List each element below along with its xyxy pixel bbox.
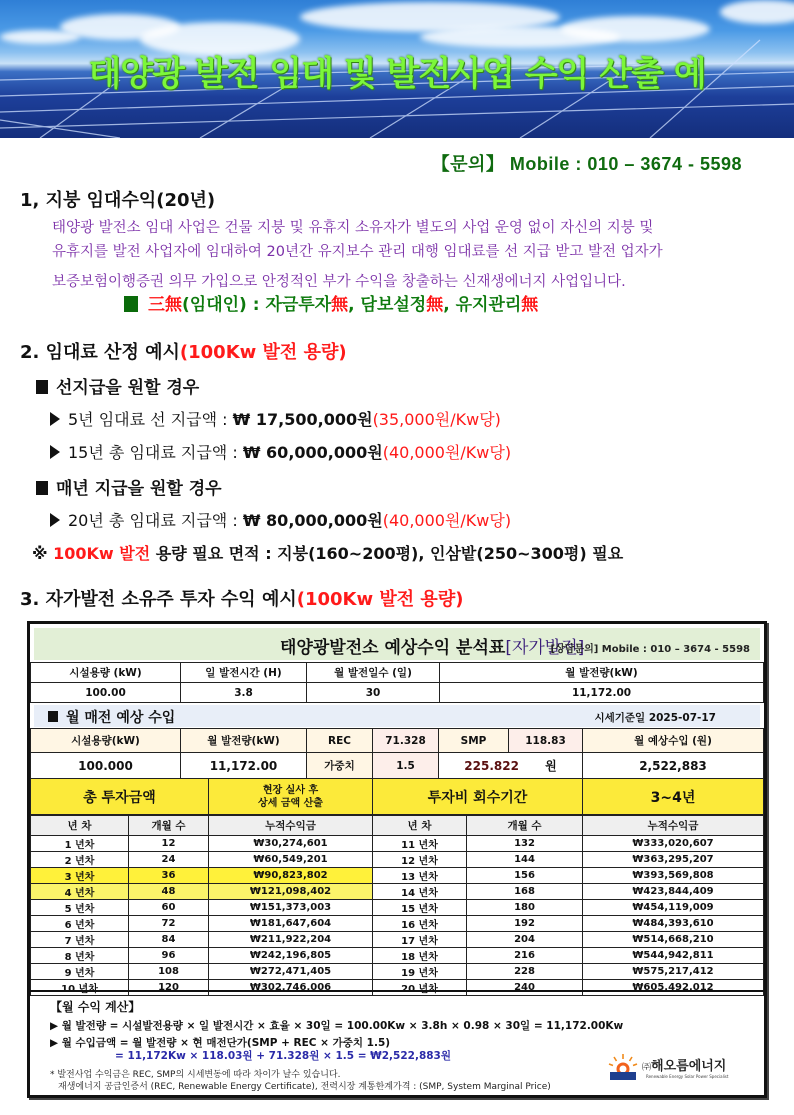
section1-heading: 1, 지붕 임대수익(20년): [20, 190, 216, 211]
section3-heading: [20, 585, 463, 611]
cumulative-cell: ₩302,746,006: [209, 980, 373, 996]
cumulative-cell: ₩484,393,610: [583, 916, 764, 932]
col-header: 년 차: [31, 816, 129, 836]
year-cell: 6 년차: [31, 916, 129, 932]
total-investment-label: 총 투자금액: [31, 779, 209, 815]
black-square-icon: [36, 481, 48, 495]
months-cell: 36: [129, 868, 209, 884]
payback-label: 투자비 회수기간: [373, 779, 583, 815]
sammu-label: (임대인) : 자금투자: [182, 295, 332, 315]
banner-title: 태양광 발전 임대 및 발전사업 수익 산출 예: [88, 54, 706, 94]
section3-heading-text: 3. 자가발전 소유주 투자 수익 예시: [20, 589, 297, 610]
cumulative-cell: ₩272,471,405: [209, 964, 373, 980]
group2-title-text: 매년 지급을 원할 경우: [56, 479, 222, 499]
months-cell: 144: [467, 852, 583, 868]
months-cell: 216: [467, 948, 583, 964]
sammu-item: , 유지관리: [443, 295, 522, 315]
table-row: [31, 916, 764, 932]
year-cell: 19 년차: [373, 964, 467, 980]
header-cell: 월 발전량(kW): [440, 663, 764, 683]
company-name-text: 해오름에너지: [651, 1059, 727, 1074]
value-cell: 30: [307, 683, 440, 703]
cumulative-cell: ₩544,942,811: [583, 948, 764, 964]
sheet-title-bracket: [자가발전]: [505, 638, 585, 658]
smp-label: SMP: [439, 729, 509, 753]
rent-amount: ₩ 60,000,000원: [242, 443, 383, 462]
months-cell: 108: [129, 964, 209, 980]
cumulative-cell: ₩423,844,409: [583, 884, 764, 900]
months-cell: 72: [129, 916, 209, 932]
value-cell: 11,172.00: [181, 753, 307, 779]
year-cell: 18 년차: [373, 948, 467, 964]
value-cell: 100.000: [31, 753, 181, 779]
sammu-prefix: 三無: [148, 295, 182, 315]
cumulative-cell: ₩181,647,604: [209, 916, 373, 932]
year-cell: 3 년차: [31, 868, 129, 884]
three-nothing-line: [124, 290, 538, 315]
section1-paragraph: [52, 216, 772, 294]
group1-title-text: 선지급을 원할 경우: [56, 378, 200, 398]
total-investment-line: 상세 금액 산출: [258, 797, 323, 809]
group1-title: [36, 373, 199, 398]
table-row: [31, 964, 764, 980]
year-cell: 4 년차: [31, 884, 129, 900]
monthly-income-value: 2,522,883: [583, 753, 764, 779]
rent-unit: (35,000원/Kw당): [372, 410, 501, 429]
header-cell: 시설용량(kW): [31, 729, 181, 753]
black-square-icon: [48, 711, 58, 722]
months-cell: 24: [129, 852, 209, 868]
cumulative-cell: ₩514,668,210: [583, 932, 764, 948]
payback-value: 3~4년: [583, 779, 764, 815]
months-cell: 84: [129, 932, 209, 948]
mu-char: 無: [331, 295, 349, 315]
paragraph-line: 태양광 발전소 임대 사업은 건물 지붕 및 유휴지 소유자가 별도의 사업 운영 없이 자신의 지붕 및: [52, 220, 654, 236]
calc-formula-generation: ▶ 월 발전량 = 시설발전용량 × 일 발전시간 × 효율 × 30일 = 100.00Kw × 3.8h × 0.98 × 30일 = 11,172.00Kw: [50, 1020, 624, 1032]
income-table: [30, 728, 764, 779]
investment-table: [30, 778, 764, 815]
triangle-bullet-icon: [50, 412, 60, 426]
year-cell: 15 년차: [373, 900, 467, 916]
rent-unit: (40,000원/Kw당): [382, 443, 512, 462]
table-row: [31, 868, 764, 884]
col-header: 개월 수: [129, 816, 209, 836]
header-cell: 월 발전량(kW): [181, 729, 307, 753]
section-label-text: 월 매전 예상 수입: [66, 710, 176, 726]
rent-amount: ₩ 80,000,000원: [242, 511, 383, 530]
months-cell: 132: [467, 836, 583, 852]
sammu-item: , 담보설정: [348, 295, 427, 315]
sheet-contact: [상담문의] Mobile : 010 – 3674 - 5598: [550, 644, 750, 655]
cumulative-cell: ₩575,217,412: [583, 964, 764, 980]
rec-label: REC: [307, 729, 373, 753]
year-cell: 7 년차: [31, 932, 129, 948]
rent-label: 15년 총 임대료 지급액 :: [68, 443, 243, 462]
months-cell: 240: [467, 980, 583, 996]
rent-amount: ₩ 17,500,000원: [232, 410, 373, 429]
company-tagline: Renewable Energy Solar Power Specialist: [646, 1074, 729, 1079]
banner-image: [0, 0, 794, 138]
months-cell: 48: [129, 884, 209, 900]
rent-item: [50, 508, 511, 531]
weight-label: 가중치: [307, 753, 373, 779]
monthly-calc-box: [30, 990, 764, 1095]
table-row: [31, 948, 764, 964]
rec-value: 71.328: [373, 729, 439, 753]
calc-note: 재생에너지 공급인증서 (REC, Renewable Energy Certificate), 전력시장 계통한계가격 : (SMP, System Marginal Price): [58, 1082, 551, 1092]
year-cell: 2 년차: [31, 852, 129, 868]
area-note: [32, 541, 623, 564]
cumulative-cell: ₩363,295,207: [583, 852, 764, 868]
mu-char: 無: [521, 295, 539, 315]
year-cell: 9 년차: [31, 964, 129, 980]
green-square-icon: [124, 296, 138, 312]
company-logo: [608, 1050, 748, 1086]
cumulative-cell: ₩60,549,201: [209, 852, 373, 868]
sheet-title-bar: [34, 628, 760, 660]
cumulative-cell: ₩393,569,808: [583, 868, 764, 884]
capacity-table: [30, 662, 764, 703]
header-cell: 월 예상수입 (원): [583, 729, 764, 753]
triangle-bullet-icon: [50, 513, 60, 527]
value-cell: 3.8: [181, 683, 307, 703]
rent-label: 5년 임대료 선 지급액 :: [68, 410, 233, 429]
header-cell: 월 발전일수 (일): [307, 663, 440, 683]
smp-value: 118.83: [509, 729, 583, 753]
company-prefix: ㈜: [642, 1063, 652, 1073]
price-date: 시세기준일 2025-07-17: [594, 712, 716, 724]
sheet-title-text: 태양광발전소 예상수익 분석표: [280, 638, 506, 658]
section2-heading-text: 2. 임대료 산정 예시: [20, 342, 180, 363]
section3-heading-red: (100Kw 발전 용량): [296, 589, 464, 610]
paragraph-line: 유휴지를 발전 사업자에 임대하여 20년간 유지보수 관리 대행 임대료를 선 지급 받고 발전 업자가: [52, 244, 663, 260]
months-cell: 120: [129, 980, 209, 996]
table-row: [31, 836, 764, 852]
cumulative-cell: ₩30,274,601: [209, 836, 373, 852]
calc-heading: 【월 수익 계산】: [50, 1000, 141, 1014]
calc-note: * 발전사업 수익금은 REC, SMP의 시세변동에 따라 차이가 날수 있습니다.: [50, 1070, 341, 1080]
months-cell: 168: [467, 884, 583, 900]
year-cell: 13 년차: [373, 868, 467, 884]
revenue-analysis-sheet: [27, 621, 767, 1098]
year-cell: 10 년차: [31, 980, 129, 996]
cumulative-cell: ₩121,098,402: [209, 884, 373, 900]
note-mark: ※: [32, 544, 54, 563]
cumulative-cell: ₩333,020,607: [583, 836, 764, 852]
cumulative-cell: ₩454,119,009: [583, 900, 764, 916]
cumulative-cell: ₩151,373,003: [209, 900, 373, 916]
months-cell: 96: [129, 948, 209, 964]
col-header: 개월 수: [467, 816, 583, 836]
rent-unit: (40,000원/Kw당): [382, 511, 512, 530]
section2-heading: [20, 338, 347, 364]
year-cell: 20 년차: [373, 980, 467, 996]
table-row: [31, 932, 764, 948]
triangle-bullet-icon: [50, 445, 60, 459]
unit-price-cell: [439, 753, 583, 779]
cumulative-cell: ₩211,922,204: [209, 932, 373, 948]
year-cell: 11 년차: [373, 836, 467, 852]
paragraph-line: 보증보험이행증권 의무 가입으로 안정적인 부가 수익을 창출하는 신재생에너지 사업입니다.: [52, 274, 626, 290]
rent-item: [50, 407, 501, 430]
table-row: [31, 852, 764, 868]
unit-price: 225.822: [464, 759, 519, 773]
months-cell: 156: [467, 868, 583, 884]
months-cell: 60: [129, 900, 209, 916]
table-row: [31, 884, 764, 900]
months-cell: 12: [129, 836, 209, 852]
months-cell: 228: [467, 964, 583, 980]
sheet-title: [280, 633, 584, 658]
value-cell: 11,172.00: [440, 683, 764, 703]
monthly-income-section-bar: [34, 705, 760, 727]
rent-item: [50, 440, 511, 463]
group2-title: [36, 474, 222, 499]
col-header: 누적수익금: [583, 816, 764, 836]
value-cell: 100.00: [31, 683, 181, 703]
cumulative-cell: ₩242,196,805: [209, 948, 373, 964]
year-cell: 8 년차: [31, 948, 129, 964]
cumulative-cell: ₩605,492,012: [583, 980, 764, 996]
year-cell: 5 년차: [31, 900, 129, 916]
year-cell: 16 년차: [373, 916, 467, 932]
table-row: [31, 900, 764, 916]
won-unit: 원: [545, 759, 557, 773]
yearly-returns-table: [30, 815, 764, 996]
header-cell: 일 발전시간 (H): [181, 663, 307, 683]
col-header: 년 차: [373, 816, 467, 836]
note-text: 용량 필요 면적 : 지붕(160~200평), 인삼밭(250~300평) 필요: [150, 544, 624, 563]
weight-value: 1.5: [373, 753, 439, 779]
header-cell: 시설용량 (kW): [31, 663, 181, 683]
total-investment-value: [209, 779, 373, 815]
contact-phone: 【문의】 Mobile : 010 – 3674 - 5598: [431, 154, 742, 174]
total-investment-line: 현장 실사 후: [262, 784, 319, 796]
section2-heading-red: (100Kw 발전 용량): [179, 342, 347, 363]
calc-formula-income: ▶ 월 수입금액 = 월 발전량 × 현 매전단가(SMP + REC × 가중치 1.5): [50, 1037, 391, 1049]
company-name: [642, 1055, 726, 1074]
rent-label: 20년 총 임대료 지급액 :: [68, 511, 243, 530]
note-red: 100Kw 발전: [53, 544, 151, 563]
col-header: 누적수익금: [209, 816, 373, 836]
year-cell: 12 년차: [373, 852, 467, 868]
cumulative-cell: ₩90,823,802: [209, 868, 373, 884]
mu-char: 無: [426, 295, 444, 315]
months-cell: 180: [467, 900, 583, 916]
year-cell: 14 년차: [373, 884, 467, 900]
year-cell: 17 년차: [373, 932, 467, 948]
section-label: [48, 707, 175, 727]
months-cell: 204: [467, 932, 583, 948]
year-cell: 1 년차: [31, 836, 129, 852]
months-cell: 192: [467, 916, 583, 932]
calc-formula-income-result: = 11,172Kw × 118.03원 + 71.328원 × 1.5 = ₩2,522,883원: [115, 1050, 452, 1062]
sun-logo-icon: [608, 1054, 638, 1082]
black-square-icon: [36, 380, 48, 394]
